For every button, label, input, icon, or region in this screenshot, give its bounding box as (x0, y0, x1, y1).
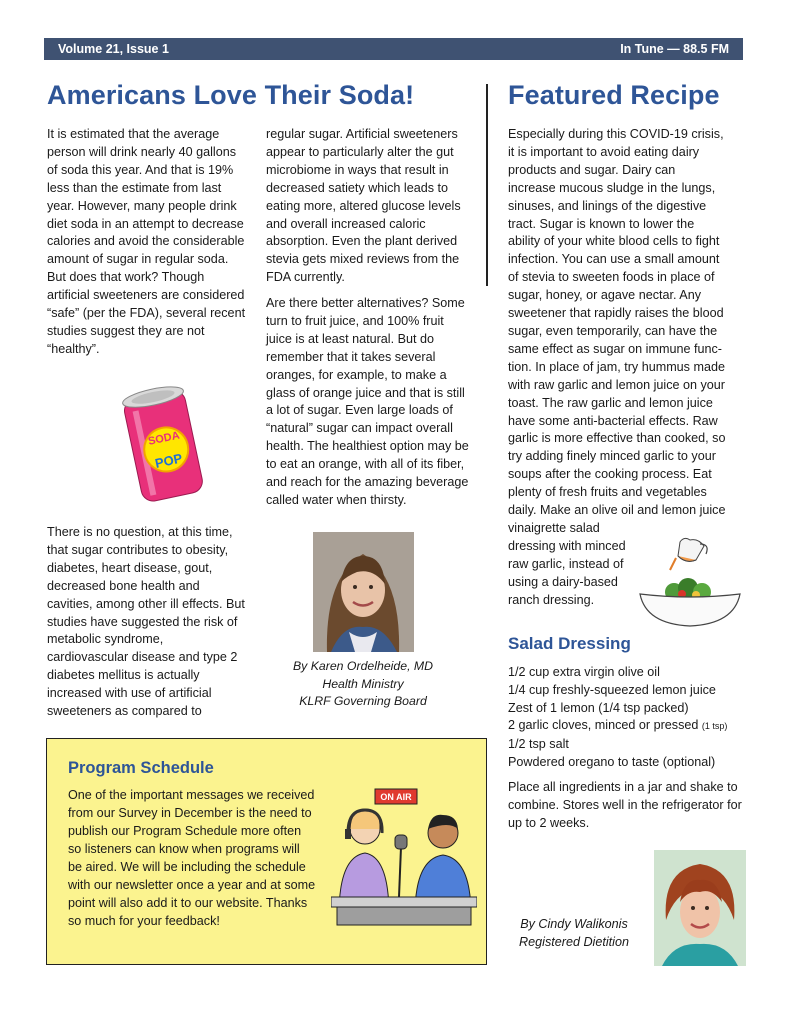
newsletter-header-bar (44, 38, 743, 60)
schedule-title: Program Schedule (68, 759, 214, 777)
recipe-intro-line: have some anti-bacterial effects. Raw (508, 413, 718, 428)
recipe-intro-line: sweetener that rapidly raises the blood (508, 306, 724, 321)
recipe-intro-line: using a dairy-based (508, 574, 618, 589)
recipe-intro-line: toast. The raw garlic and lemon juice (508, 395, 713, 410)
salad-dressing-title: Salad Dressing (508, 634, 631, 653)
ingredient-item: Powdered oregano to taste (optional) (508, 754, 716, 769)
recipe-intro-line: of stevia to sweeten foods in place of (508, 270, 715, 285)
ingredient-list (508, 664, 727, 772)
karen-name: By Karen Ordelheide, MD (292, 659, 434, 673)
recipe-intro-line: dressing with minced (508, 538, 626, 553)
recipe-intro-line: vinaigrette salad (508, 520, 600, 535)
recipe-intro-line: ability of your white blood cells to fight (508, 234, 720, 249)
recipe-intro-line: infection. You can use a small amount (508, 252, 720, 267)
author-photo-cindy (654, 850, 746, 966)
cindy-name: By Cindy Walikonis (520, 917, 628, 931)
recipe-intro-line: tract. Sugar is known to lower the (508, 216, 695, 231)
recipe-intro-line: try adding finely minced garlic to your (508, 449, 716, 464)
recipe-intro-line: products and sugar. Dairy can (508, 162, 676, 177)
station-label: In Tune — 88.5 FM (620, 42, 729, 56)
on-air-sign-text: ON AIR (380, 792, 412, 802)
schedule-body: One of the important messages we received from our Survey in December is the need to publish our Program Schedule more often so listeners can know when programs will be aired. We will be including the schedule with our newsletter once a year and at some point will also add it to our website. Thanks so much for your feedback! (68, 788, 316, 928)
ingredient-item: 1/2 cup extra virgin olive oil (508, 665, 660, 679)
karen-credit (270, 658, 456, 711)
recipe-intro-line: Especially during this COVID-19 crisis, (508, 127, 724, 141)
recipe-intro-line: sugar, honey, or agave nectar. Any (508, 288, 702, 303)
ingredient-item: Zest of 1 lemon (1/4 tsp packed) (508, 700, 689, 715)
recipe-intro-line: sugar, even temporarily, can have the (508, 323, 718, 338)
recipe-intro-line: sinuses, and linings of the digestive (508, 198, 707, 213)
recipe-intro-line: soups after the cooking process. Eat (508, 467, 712, 482)
soda-can-image (118, 380, 208, 508)
soda-col2-paragraph1: regular sugar. Artificial sweeteners appear to particularly alter the gut microbiome in ways that result in decreased satiety which leads to eating more, altered glucose levels and overall increased caloric absorption. Even the plant derived stevia gets mixed reviews from the FDA currently. (266, 127, 461, 285)
soda-can-label-bottom: POP (153, 450, 184, 471)
ingredient-item (508, 717, 727, 736)
recipe-instructions: Place all ingredients in a jar and shake to combine. Stores well in the refrigerator for up to 2 weeks. (508, 780, 742, 830)
cindy-credit (504, 916, 644, 951)
issue-label: Volume 21, Issue 1 (58, 42, 169, 56)
recipe-intro-line: tion. In place of jam, try hummus made (508, 359, 725, 374)
author-photo-karen (313, 532, 414, 652)
recipe-intro-line: plenty of fresh fruits and vegetables (508, 485, 707, 500)
soda-article-title: Americans Love Their Soda! (47, 80, 415, 110)
recipe-intro-line: garlic is more effective than cooked, so (508, 431, 726, 446)
soda-col1-paragraph2: There is no question, at this time, that sugar contributes to obesity, diabetes, heart disease, gout, decreased bone health and cavities, among other ill effects. But studies have suggested the risk of metabolic syndrome, cardiovascular disease and type 2 diabetes mellitus is actually increased with use of artificial sweeteners as compared to (47, 525, 245, 719)
radio-studio-illustration (331, 785, 477, 933)
salad-bowl-image (634, 534, 746, 628)
ingredient-item: 1/4 cup freshly-squeezed lemon juice (508, 682, 716, 697)
recipe-intro-line: same effect as sugar on immune func- (508, 341, 722, 356)
recipe-intro-line: daily. Make an olive oil and lemon juice (508, 503, 726, 518)
recipe-intro-line: with raw garlic and lemon juice on your (508, 377, 725, 392)
karen-role-2: KLRF Governing Board (299, 694, 427, 708)
recipe-title: Featured Recipe (508, 80, 720, 110)
karen-role-1: Health Ministry (322, 676, 404, 691)
recipe-intro-line: increase mucous sludge in the lungs, (508, 180, 716, 195)
cindy-role: Registered Dietition (519, 934, 629, 949)
ingredient-note: (1 tsp) (701, 721, 728, 732)
soda-col2-paragraph2: Are there better alternatives? Some turn to fruit juice, and 100% fruit juice is at least natural. But do remember that it takes several oranges, for example, to make a glass of orange juice and that is still a lot of sugar. Even large loads of “natural” sugar can impact overall health. The healthiest option may be to eat an orange, with all of its fiber, and reach for the amazing beverage called water when thirsty. (266, 296, 469, 507)
soda-col1-paragraph1: It is estimated that the average person will drink nearly 40 gallons of soda this year. And that is 19% less than the estimate from last year. However, many people drink diet soda in an attempt to decrease calories and avoid the considerable amount of sugar in regular soda. But does that work? Though artificial sweeteners are considered “safe” (per the FDA), several recent studies suggest they are not “healthy”. (47, 127, 246, 356)
column-divider (486, 84, 488, 286)
ingredient-item: 1/2 tsp salt (508, 737, 569, 752)
recipe-intro-line: ranch dressing. (508, 592, 595, 607)
program-schedule-box (46, 738, 487, 965)
ingredient-text: 2 garlic cloves, minced or pressed (508, 718, 699, 733)
recipe-intro-line: raw garlic, instead of (508, 556, 624, 571)
soda-can-label-top: SODA (147, 429, 181, 448)
recipe-intro-line: it is important to avoid eating dairy (508, 144, 700, 159)
